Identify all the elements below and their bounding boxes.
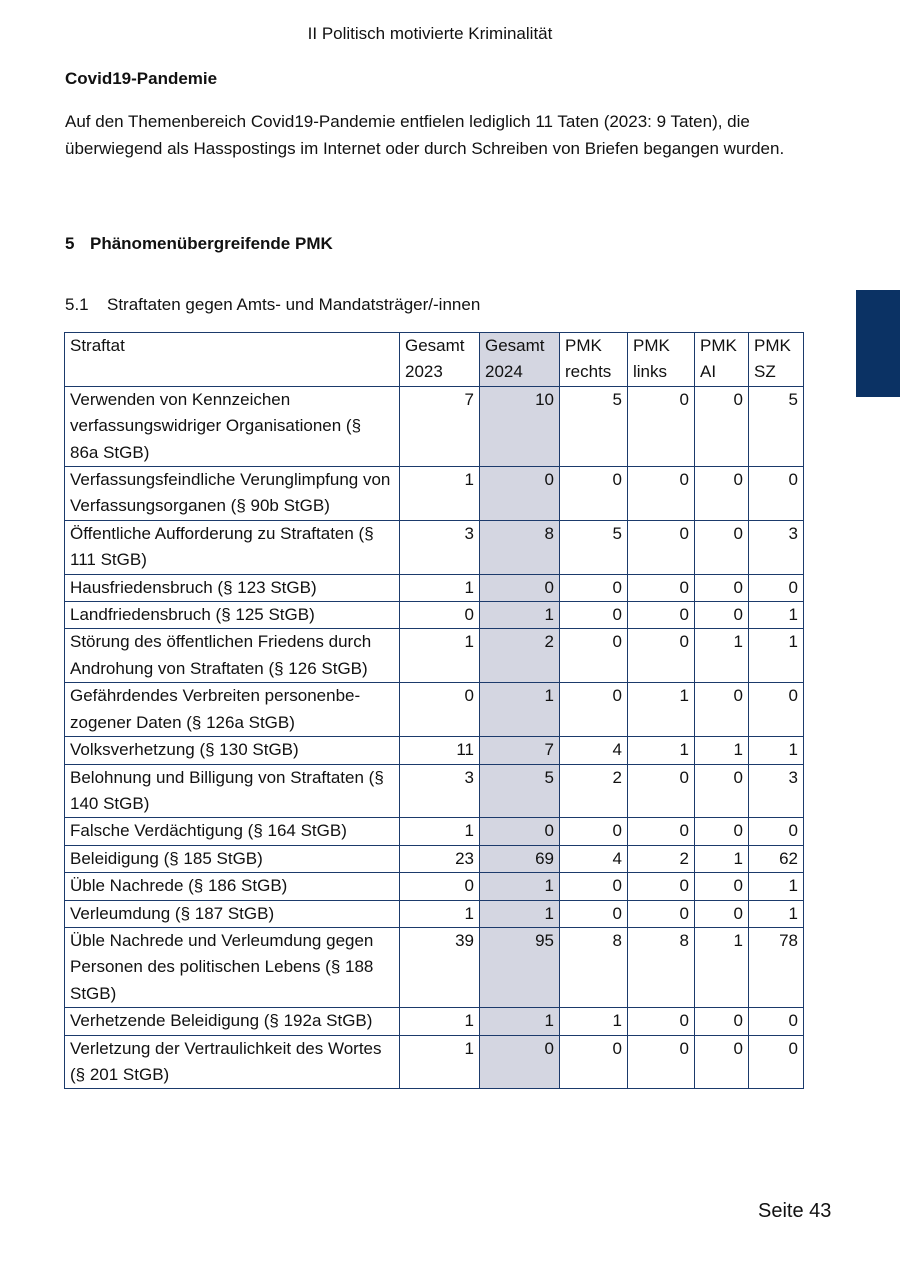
cell-pmk-links: 2 [628,845,695,872]
subsection-heading [65,295,480,315]
cell-pmk-sz: 0 [749,1035,804,1089]
column-header-pmk-sz: PMK SZ [749,333,804,387]
covid-paragraph: Auf den Themenbereich Covid19-Pandemie entfielen lediglich 11 Taten (2023: 9 Taten), die überwiegend als Hasspostings im Internet oder durch Schreiben von Briefen begangen wurden. [65,112,785,158]
table-row [65,1008,804,1035]
subsection-title: Straftaten gegen Amts- und Mandatsträger/-innen [107,295,481,314]
cell-pmk-ai: 0 [695,1008,749,1035]
cell-gesamt-2024: 0 [480,574,560,601]
table-row [65,818,804,845]
cell-pmk-ai: 1 [695,927,749,1007]
cell-pmk-ai: 0 [695,1035,749,1089]
cell-pmk-ai: 0 [695,683,749,737]
cell-pmk-links: 1 [628,737,695,764]
table-header-row [65,333,804,387]
table-row [65,900,804,927]
cell-pmk-rechts: 0 [560,1035,628,1089]
cell-gesamt-2024: 0 [480,1035,560,1089]
cell-pmk-ai: 0 [695,873,749,900]
cell-gesamt-2023: 0 [400,602,480,629]
cell-pmk-links: 0 [628,1035,695,1089]
cell-pmk-sz: 3 [749,764,804,818]
cell-gesamt-2023: 23 [400,845,480,872]
cell-pmk-sz: 0 [749,818,804,845]
cell-pmk-rechts: 0 [560,900,628,927]
cell-pmk-links: 0 [628,467,695,521]
cell-straftat: Verletzung der Vertraulichkeit des Wortes (§ 201 StGB) [65,1035,400,1089]
cell-gesamt-2024: 0 [480,818,560,845]
cell-gesamt-2023: 11 [400,737,480,764]
cell-pmk-links: 0 [628,629,695,683]
cell-gesamt-2023: 39 [400,927,480,1007]
cell-gesamt-2024: 1 [480,683,560,737]
cell-straftat: Störung des öffentlichen Friedens durch Androhung von Straftaten (§ 126 StGB) [65,629,400,683]
cell-pmk-rechts: 2 [560,764,628,818]
cell-pmk-ai: 0 [695,467,749,521]
cell-gesamt-2023: 1 [400,818,480,845]
cell-pmk-links: 0 [628,574,695,601]
cell-pmk-ai: 1 [695,737,749,764]
cell-pmk-links: 8 [628,927,695,1007]
table-row [65,574,804,601]
cell-straftat: Üble Nachrede und Verleumdung gegen Personen des politischen Lebens (§ 188 StGB) [65,927,400,1007]
cell-pmk-sz: 1 [749,737,804,764]
cell-pmk-rechts: 0 [560,818,628,845]
cell-pmk-ai: 0 [695,520,749,574]
cell-pmk-links: 1 [628,683,695,737]
cell-gesamt-2023: 0 [400,683,480,737]
cell-gesamt-2024: 69 [480,845,560,872]
cell-pmk-sz: 0 [749,574,804,601]
cell-pmk-sz: 1 [749,629,804,683]
cell-gesamt-2024: 1 [480,900,560,927]
table-row [65,737,804,764]
cell-pmk-links: 0 [628,1008,695,1035]
cell-straftat: Verleumdung (§ 187 StGB) [65,900,400,927]
column-header-pmk-rechts: PMK rechts [560,333,628,387]
running-head: II Politisch motivierte Kriminalität [307,24,553,43]
cell-pmk-rechts: 0 [560,602,628,629]
column-header-pmk-ai: PMK AI [695,333,749,387]
cell-gesamt-2024: 2 [480,629,560,683]
cell-pmk-rechts: 0 [560,683,628,737]
cell-straftat: Volksverhetzung (§ 130 StGB) [65,737,400,764]
cell-gesamt-2024: 1 [480,873,560,900]
cell-gesamt-2024: 95 [480,927,560,1007]
cell-gesamt-2023: 1 [400,574,480,601]
cell-pmk-sz: 5 [749,386,804,466]
crimes-table [64,332,804,1089]
cell-pmk-rechts: 0 [560,574,628,601]
cell-pmk-rechts: 0 [560,873,628,900]
chapter-heading [65,234,333,254]
table-row [65,629,804,683]
cell-pmk-links: 0 [628,386,695,466]
cell-pmk-rechts: 5 [560,520,628,574]
cell-gesamt-2024: 0 [480,467,560,521]
cell-gesamt-2023: 7 [400,386,480,466]
cell-pmk-sz: 1 [749,900,804,927]
column-header-gesamt-2023: Gesamt 2023 [400,333,480,387]
cell-pmk-ai: 0 [695,764,749,818]
cell-gesamt-2024: 8 [480,520,560,574]
cell-pmk-sz: 62 [749,845,804,872]
cell-pmk-links: 0 [628,764,695,818]
cell-straftat: Verhetzende Beleidigung (§ 192a StGB) [65,1008,400,1035]
cell-straftat: Öffentliche Aufforderung zu Straftaten (§ 111 StGB) [65,520,400,574]
cell-pmk-sz: 0 [749,467,804,521]
cell-gesamt-2023: 3 [400,520,480,574]
cell-straftat: Belohnung und Billigung von Straftaten (§ 140 StGB) [65,764,400,818]
cell-pmk-rechts: 8 [560,927,628,1007]
table-row [65,520,804,574]
table-row [65,386,804,466]
cell-gesamt-2024: 1 [480,1008,560,1035]
cell-pmk-links: 0 [628,873,695,900]
chapter-tab-marker [856,290,900,397]
section-heading-covid: Covid19-Pandemie [65,69,218,88]
cell-pmk-rechts: 1 [560,1008,628,1035]
cell-gesamt-2024: 10 [480,386,560,466]
table-row [65,845,804,872]
cell-pmk-ai: 0 [695,602,749,629]
cell-gesamt-2024: 7 [480,737,560,764]
table-row [65,873,804,900]
cell-pmk-ai: 0 [695,386,749,466]
cell-straftat: Falsche Verdächtigung (§ 164 StGB) [65,818,400,845]
cell-pmk-sz: 78 [749,927,804,1007]
cell-gesamt-2023: 3 [400,764,480,818]
cell-straftat: Verwenden von Kennzeichen verfassungswidriger Organisationen (§ 86a StGB) [65,386,400,466]
cell-pmk-links: 0 [628,818,695,845]
table-row [65,602,804,629]
cell-pmk-ai: 0 [695,818,749,845]
cell-gesamt-2023: 1 [400,629,480,683]
cell-pmk-rechts: 0 [560,629,628,683]
cell-pmk-ai: 1 [695,845,749,872]
cell-pmk-sz: 1 [749,602,804,629]
chapter-number: 5 [65,234,75,253]
cell-pmk-ai: 1 [695,629,749,683]
cell-pmk-sz: 0 [749,683,804,737]
cell-straftat: Gefährdendes Verbreiten personenbezogener Daten (§ 126a StGB) [65,683,400,737]
cell-pmk-links: 0 [628,900,695,927]
cell-pmk-links: 0 [628,602,695,629]
cell-gesamt-2023: 0 [400,873,480,900]
cell-straftat: Landfriedensbruch (§ 125 StGB) [65,602,400,629]
column-header-gesamt-2024: Gesamt 2024 [480,333,560,387]
cell-pmk-rechts: 5 [560,386,628,466]
cell-straftat: Hausfriedensbruch (§ 123 StGB) [65,574,400,601]
cell-pmk-ai: 0 [695,574,749,601]
cell-pmk-rechts: 4 [560,737,628,764]
column-header-pmk-links: PMK links [628,333,695,387]
column-header-straftat: Straftat [65,333,400,387]
table-row [65,927,804,1007]
cell-pmk-sz: 3 [749,520,804,574]
table-body [65,386,804,1089]
cell-gesamt-2024: 5 [480,764,560,818]
page-number: Seite 43 [758,1200,832,1222]
cell-straftat: Verfassungsfeindliche Verunglimpfung von Verfassungsorganen (§ 90b StGB) [65,467,400,521]
cell-pmk-ai: 0 [695,900,749,927]
cell-pmk-sz: 1 [749,873,804,900]
table-row [65,764,804,818]
cell-straftat: Beleidigung (§ 185 StGB) [65,845,400,872]
subsection-number: 5.1 [65,295,89,314]
cell-gesamt-2023: 1 [400,467,480,521]
table-row [65,467,804,521]
cell-straftat: Üble Nachrede (§ 186 StGB) [65,873,400,900]
chapter-title: Phänomenübergreifende PMK [90,234,333,253]
table-row [65,683,804,737]
cell-pmk-rechts: 0 [560,467,628,521]
cell-gesamt-2023: 1 [400,900,480,927]
table-row [65,1035,804,1089]
cell-pmk-links: 0 [628,520,695,574]
cell-gesamt-2023: 1 [400,1008,480,1035]
cell-pmk-sz: 0 [749,1008,804,1035]
cell-pmk-rechts: 4 [560,845,628,872]
cell-gesamt-2023: 1 [400,1035,480,1089]
cell-gesamt-2024: 1 [480,602,560,629]
